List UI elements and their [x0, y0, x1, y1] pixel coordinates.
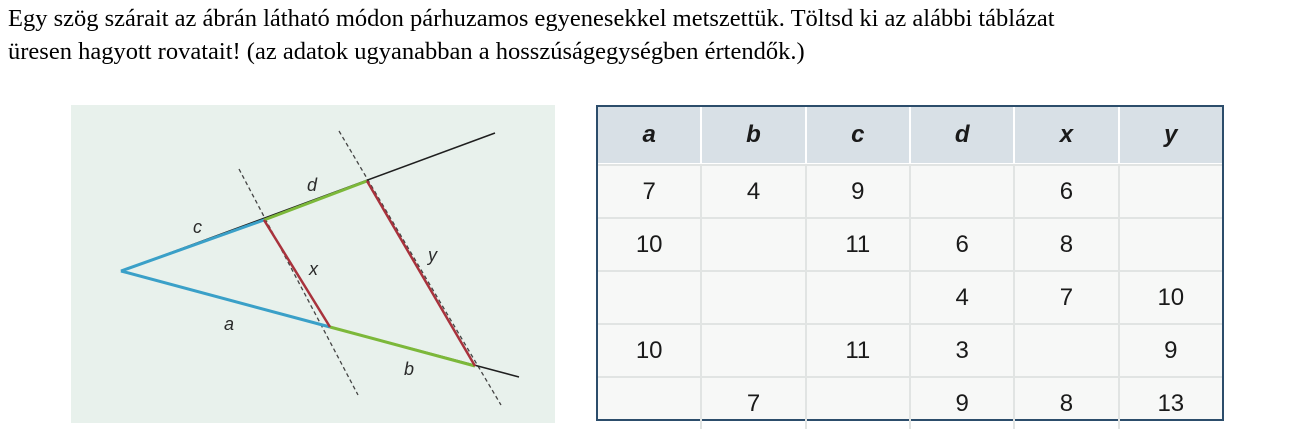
- angle-figure-svg: [71, 105, 555, 423]
- segment-y: [367, 181, 475, 366]
- header-d: d: [911, 107, 1015, 163]
- table-header-row: [598, 107, 1222, 164]
- data-table: [596, 105, 1224, 421]
- table-cell-y[interactable]: 10: [1157, 283, 1185, 311]
- table-cell-b[interactable]: 7: [702, 378, 806, 429]
- segment-b: [330, 327, 475, 366]
- table-cell-c[interactable]: 11: [807, 325, 911, 376]
- label-c: c: [193, 217, 202, 237]
- header-a: a: [598, 107, 702, 163]
- angle-figure: [71, 105, 555, 423]
- table-row: [598, 270, 1222, 323]
- header-c: c: [807, 107, 911, 163]
- label-x: x: [309, 259, 318, 279]
- table-cell-d[interactable]: [911, 166, 1015, 217]
- table-cell-c[interactable]: 11: [807, 219, 911, 270]
- table-cell-d[interactable]: 3: [911, 325, 1015, 376]
- table-cell-a[interactable]: [598, 272, 702, 323]
- task-text: [8, 2, 1303, 68]
- table-cell-a[interactable]: [598, 378, 702, 429]
- table-cell-x[interactable]: 8: [1015, 219, 1119, 270]
- table-cell-b[interactable]: [702, 219, 806, 270]
- task-text-line-2: üresen hagyott rovatait! (az adatok ugyanabban a hosszúságegységben értendők.): [8, 38, 805, 65]
- header-b: b: [702, 107, 806, 163]
- header-x: x: [1015, 107, 1119, 163]
- label-y: y: [428, 245, 437, 265]
- table-cell-x[interactable]: 7: [1015, 272, 1119, 323]
- table-cell-d[interactable]: 6: [911, 219, 1015, 270]
- table-cell-d[interactable]: 4: [911, 272, 1015, 323]
- table-cell-y[interactable]: [1120, 219, 1222, 270]
- table-cell-b[interactable]: [702, 325, 806, 376]
- task-text-line-1: Egy szög szárait az ábrán látható módon párhuzamos egyenesekkel metszettük. Töltsd ki az alábbi táblázat: [8, 5, 1055, 32]
- header-y: y: [1164, 121, 1178, 148]
- table-cell-a[interactable]: 10: [598, 219, 702, 270]
- table-cell-y[interactable]: [1120, 166, 1222, 217]
- table-row: [598, 164, 1222, 217]
- table-cell-y[interactable]: 9: [1164, 336, 1178, 364]
- table-cell-y[interactable]: 13: [1157, 389, 1185, 417]
- table-cell-x[interactable]: 8: [1015, 378, 1119, 429]
- table-cell-x[interactable]: 6: [1015, 166, 1119, 217]
- table-cell-b[interactable]: [702, 272, 806, 323]
- table-cell-c[interactable]: 9: [807, 166, 911, 217]
- table-cell-d[interactable]: 9: [911, 378, 1015, 429]
- parallel-line-2-dashed: [339, 131, 501, 405]
- label-d: d: [307, 175, 318, 195]
- label-b: b: [404, 359, 415, 379]
- parallel-line-1-dashed: [239, 169, 358, 395]
- table-cell-a[interactable]: 7: [598, 166, 702, 217]
- table-cell-c[interactable]: [807, 378, 911, 429]
- table-row: [598, 217, 1222, 270]
- table-cell-c[interactable]: [807, 272, 911, 323]
- table-cell-x[interactable]: [1015, 325, 1119, 376]
- label-a: a: [224, 314, 235, 334]
- table-cell-a[interactable]: 10: [598, 325, 702, 376]
- table-row: [598, 376, 1222, 429]
- table-cell-b[interactable]: 4: [702, 166, 806, 217]
- table-row: [598, 323, 1222, 376]
